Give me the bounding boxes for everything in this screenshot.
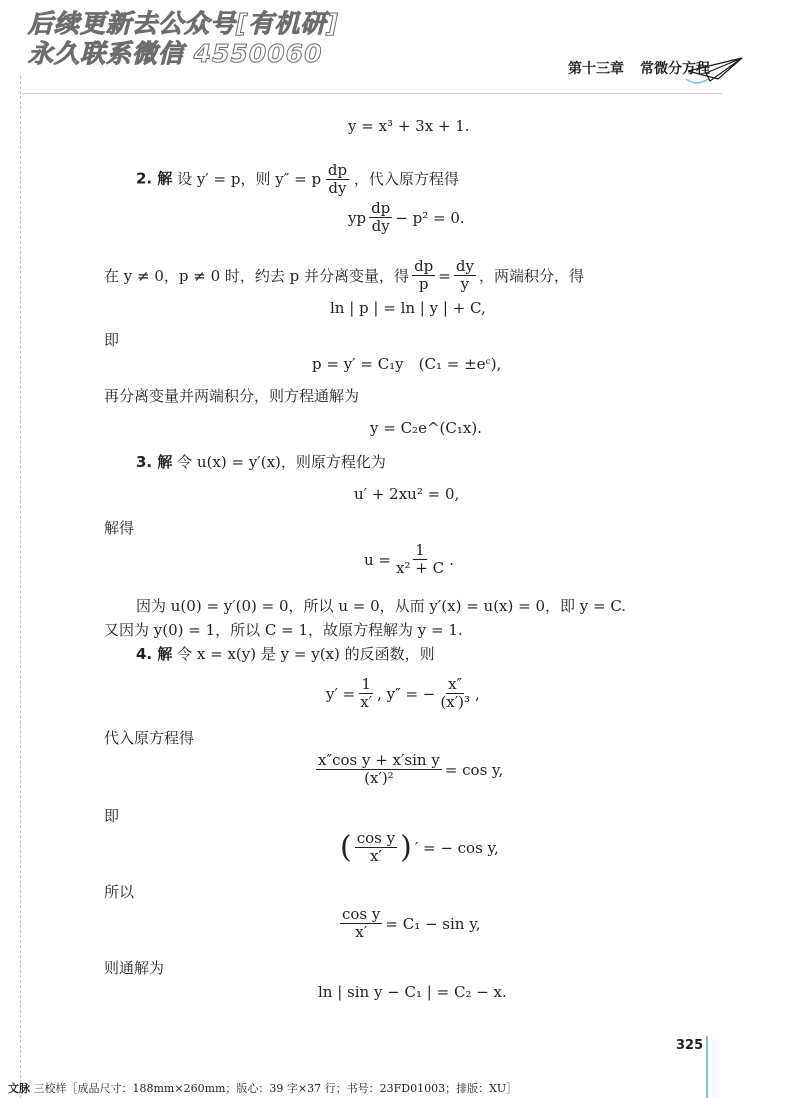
word-jiede: 解得 <box>104 519 135 537</box>
dy-y-fraction: $\frac{dy}{y}$ <box>455 257 474 293</box>
eq-p: $\frac{\text{cos y}}{x'}$ = C₁ − sin y, <box>342 905 481 941</box>
footer-text: 三校样［成品尺寸：188mm×260mm；版心：39 字×37 行；书号：23FD01003；排版：XU］ <box>33 1082 518 1095</box>
print-footer <box>8 1080 517 1096</box>
line-j: 因为 u(0) = y′(0) = 0，所以 u = 0，从而 y′(x) = u(x) = 0，即 y = C. <box>136 597 627 615</box>
eq-e: p = y′ = C₁y (C₁ = ±eᶜ), <box>312 355 502 373</box>
eq-o: ( $\frac{\text{cos y}}{x'}$ ) ′ = − cos y, <box>340 829 499 865</box>
line-k: 又因为 y(0) = 1，所以 C = 1，故原方程解为 y = 1. <box>104 621 463 639</box>
problem-3-number: 3. 解 <box>136 453 173 471</box>
problem-4 <box>136 644 435 664</box>
eq-n-fraction: $\frac{\text{x″cos y + x′sin y}}{\text{(x′)²}}$ <box>318 751 440 787</box>
eq-l-fraction-1: $\frac{1}{x'}$ <box>360 675 373 711</box>
word-ji-2: 即 <box>104 807 120 825</box>
eq-p-fraction: $\frac{\text{cos y}}{x'}$ <box>342 905 381 941</box>
problem-2 <box>136 162 459 197</box>
line-f: 再分离变量并两端积分，则方程通解为 <box>104 387 360 405</box>
eq-d: ln | p | = ln | y | + C, <box>330 299 486 317</box>
eq-a: y = x³ + 3x + 1. <box>348 117 470 135</box>
eq-r: ln | sin y − C₁ | = C₂ − x. <box>318 983 507 1001</box>
left-margin-line <box>20 76 21 1098</box>
page-number: 325 <box>676 1038 704 1053</box>
problem-4-text: 令 x = x(y) 是 y = y(x) 的反函数，则 <box>177 645 435 663</box>
watermark-line-1: 后续更新去公众号[有机研] <box>28 9 339 38</box>
word-suoyi: 所以 <box>104 883 135 901</box>
eq-l-fraction-2: $\frac{x''}{\text{(x′)³}}$ <box>440 675 470 711</box>
eq-l: y′ = $\frac{1}{x'}$ , y″ = − $\frac{x''}{\text{(x′)³}}$ , <box>326 675 480 711</box>
eq-o-fraction: $\frac{\text{cos y}}{x'}$ <box>356 829 396 865</box>
footer-brand: 文脉 <box>8 1082 30 1095</box>
chapter-title: 常微分方程 <box>640 61 710 77</box>
eq-i: u = $\frac{1}{\text{x² + C}}$ . <box>364 541 454 577</box>
line-q: 则通解为 <box>104 959 165 977</box>
word-ji-1: 即 <box>104 331 120 349</box>
eq-b: yp $\frac{dp}{dy}$ − p² = 0. <box>348 199 465 235</box>
problem-2-text: 设 y′ = p，则 y″ = p $\frac{dp}{dy}$ ，代入原方程得 <box>177 161 459 197</box>
problem-3-text: 令 u(x) = y′(x)，则原方程化为 <box>177 453 386 471</box>
problem-3 <box>136 452 386 472</box>
line-c: 在 y ≠ 0，p ≠ 0 时，约去 p 并分离变量，得 $\frac{dp}{p}$ = $\frac{dy}{y}$ ，两端积分，得 <box>104 257 584 293</box>
eq-g: y = C₂e^(C₁x). <box>370 419 482 437</box>
paper-plane-icon <box>684 55 746 85</box>
eq-b-fraction: $\frac{dp}{dy}$ <box>371 199 391 235</box>
eq-n: $\frac{\text{x″cos y + x′sin y}}{\text{(x′)²}}$ = cos y, <box>318 751 504 787</box>
eq-h: u′ + 2xu² = 0, <box>354 485 460 503</box>
dp-p-fraction: $\frac{dp}{p}$ <box>414 257 434 293</box>
page-edge-bar <box>706 1036 708 1098</box>
problem-2-number: 2. 解 <box>136 169 173 188</box>
line-m: 代入原方程得 <box>104 729 195 747</box>
eq-i-fraction: $\frac{1}{\text{x² + C}}$ <box>396 541 445 577</box>
dp-dy-fraction: $\frac{dp}{dy}$ <box>327 161 348 197</box>
chapter-number: 第十三章 <box>568 61 624 77</box>
watermark-line-2: 永久联系微信 4550060 <box>28 39 323 68</box>
problem-4-number: 4. 解 <box>136 645 173 663</box>
header-rule <box>22 93 722 94</box>
